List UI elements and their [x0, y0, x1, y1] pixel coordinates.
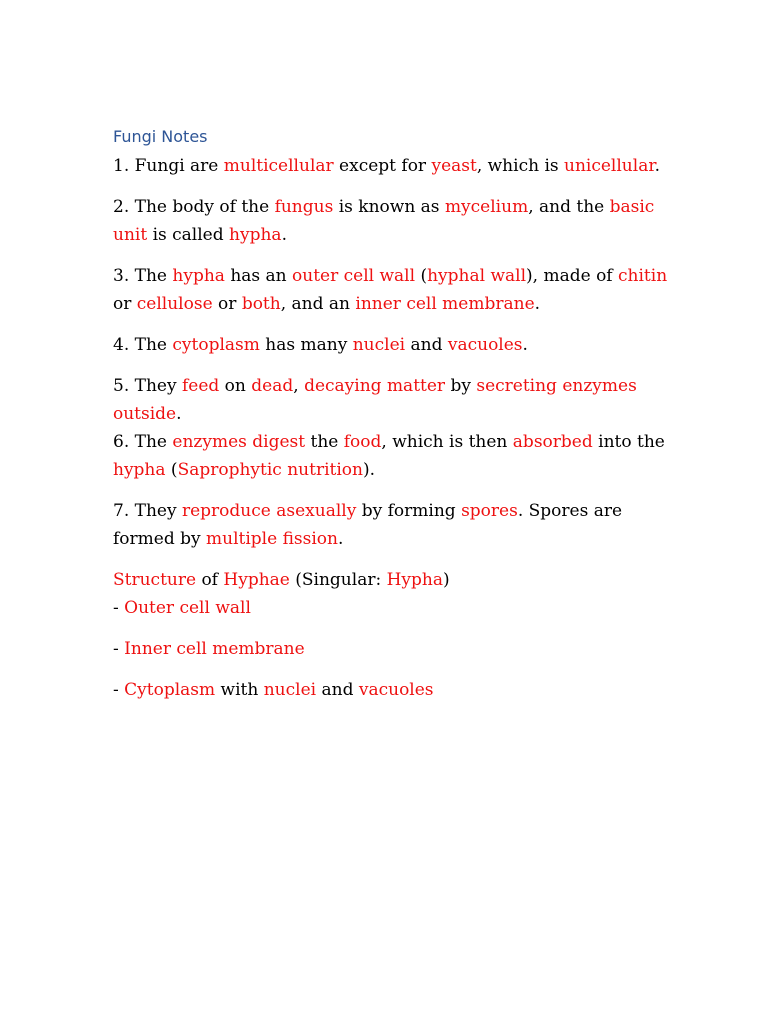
- paragraph-p11: [113, 676, 673, 704]
- highlighted-term: spores: [461, 501, 518, 521]
- text-run: 1. Fungi are: [113, 156, 224, 176]
- text-run: , which is then: [381, 432, 513, 452]
- document-page: [113, 124, 673, 717]
- highlighted-term: nuclei: [352, 335, 406, 355]
- highlighted-term: decaying matter: [304, 376, 446, 396]
- text-run: with: [215, 680, 264, 700]
- text-run: and: [316, 680, 359, 700]
- text-run: 3. The: [113, 266, 173, 286]
- paragraph-p10: [113, 635, 673, 663]
- text-run: the: [305, 432, 344, 452]
- text-run: except for: [333, 156, 432, 176]
- text-run: on: [219, 376, 252, 396]
- text-run: or: [113, 294, 137, 314]
- paragraph-p1: [113, 152, 673, 180]
- highlighted-term: mycelium: [444, 197, 529, 217]
- text-run: is known as: [333, 197, 445, 217]
- highlighted-term: hypha: [229, 225, 282, 245]
- highlighted-term: secreting enzymes outside: [113, 376, 637, 424]
- highlighted-term: Outer cell wall: [124, 598, 251, 618]
- text-run: is called: [147, 225, 230, 245]
- text-run: 5. They: [113, 376, 182, 396]
- text-run: (: [165, 460, 178, 480]
- paragraph-p4: [113, 331, 673, 359]
- text-run: ).: [362, 460, 376, 480]
- highlighted-term: hypha: [172, 266, 225, 286]
- text-run: .: [522, 335, 528, 355]
- highlighted-term: yeast: [431, 156, 477, 176]
- text-run: -: [113, 680, 125, 700]
- text-run: of: [196, 570, 224, 590]
- highlighted-term: dead: [251, 376, 294, 396]
- highlighted-term: cytoplasm: [172, 335, 260, 355]
- highlighted-term: food: [343, 432, 382, 452]
- text-run: 4. The: [113, 335, 173, 355]
- text-run: , which is: [476, 156, 565, 176]
- text-run: .: [534, 294, 541, 314]
- text-run: or: [212, 294, 242, 314]
- highlighted-term: enzymes digest: [172, 432, 306, 452]
- text-run: ,: [293, 376, 305, 396]
- text-run: by forming: [356, 501, 462, 521]
- paragraph-p2: [113, 193, 673, 249]
- paragraph-p8: [113, 566, 673, 594]
- text-run: into the: [592, 432, 665, 452]
- text-run: (Singular:: [289, 570, 387, 590]
- highlighted-term: Inner cell membrane: [124, 639, 305, 659]
- text-run: .: [337, 529, 344, 549]
- highlighted-term: outer cell wall: [292, 266, 416, 286]
- text-run: , and the: [528, 197, 610, 217]
- text-run: by: [445, 376, 477, 396]
- highlighted-term: feed: [181, 376, 220, 396]
- document-body: [113, 152, 673, 704]
- highlighted-term: nuclei: [263, 680, 317, 700]
- highlighted-term: cellulose: [136, 294, 213, 314]
- highlighted-term: reproduce asexually: [181, 501, 357, 521]
- text-run: and: [405, 335, 448, 355]
- highlighted-term: Cytoplasm: [124, 680, 216, 700]
- highlighted-term: Structure: [113, 570, 197, 590]
- text-run: has an: [224, 266, 293, 286]
- text-run: . Spores are formed by: [113, 501, 623, 549]
- text-run: 7. They: [113, 501, 182, 521]
- highlighted-term: vacuoles: [358, 680, 434, 700]
- text-run: ), made of: [526, 266, 619, 286]
- text-run: .: [281, 225, 287, 245]
- paragraph-p5: [113, 372, 673, 428]
- text-run: -: [113, 598, 125, 618]
- paragraph-p3: [113, 262, 673, 318]
- text-run: has many: [259, 335, 353, 355]
- text-run: (: [415, 266, 428, 286]
- text-run: 2. The body of the: [113, 197, 275, 217]
- paragraph-p7: [113, 497, 673, 553]
- highlighted-term: basic unit: [113, 197, 655, 245]
- highlighted-term: Saprophytic nutrition: [177, 460, 363, 480]
- highlighted-term: hypha: [113, 460, 166, 480]
- text-run: 6. The: [113, 432, 173, 452]
- highlighted-term: chitin: [618, 266, 668, 286]
- highlighted-term: fungus: [274, 197, 334, 217]
- text-run: , and an: [280, 294, 356, 314]
- paragraph-p9: [113, 594, 673, 622]
- highlighted-term: multiple fission: [206, 529, 338, 549]
- text-run: ): [443, 570, 450, 590]
- highlighted-term: hyphal wall: [427, 266, 527, 286]
- highlighted-term: Hypha: [386, 570, 443, 590]
- text-run: -: [113, 639, 125, 659]
- highlighted-term: inner cell membrane: [355, 294, 535, 314]
- highlighted-term: both: [241, 294, 281, 314]
- document-title: Fungi Notes: [113, 127, 208, 146]
- highlighted-term: Hyphae: [223, 570, 290, 590]
- highlighted-term: multicellular: [223, 156, 334, 176]
- paragraph-p6: [113, 428, 673, 484]
- highlighted-term: unicellular: [564, 156, 655, 176]
- highlighted-term: vacuoles: [447, 335, 523, 355]
- highlighted-term: absorbed: [512, 432, 593, 452]
- text-run: .: [654, 156, 660, 176]
- text-run: .: [176, 404, 182, 424]
